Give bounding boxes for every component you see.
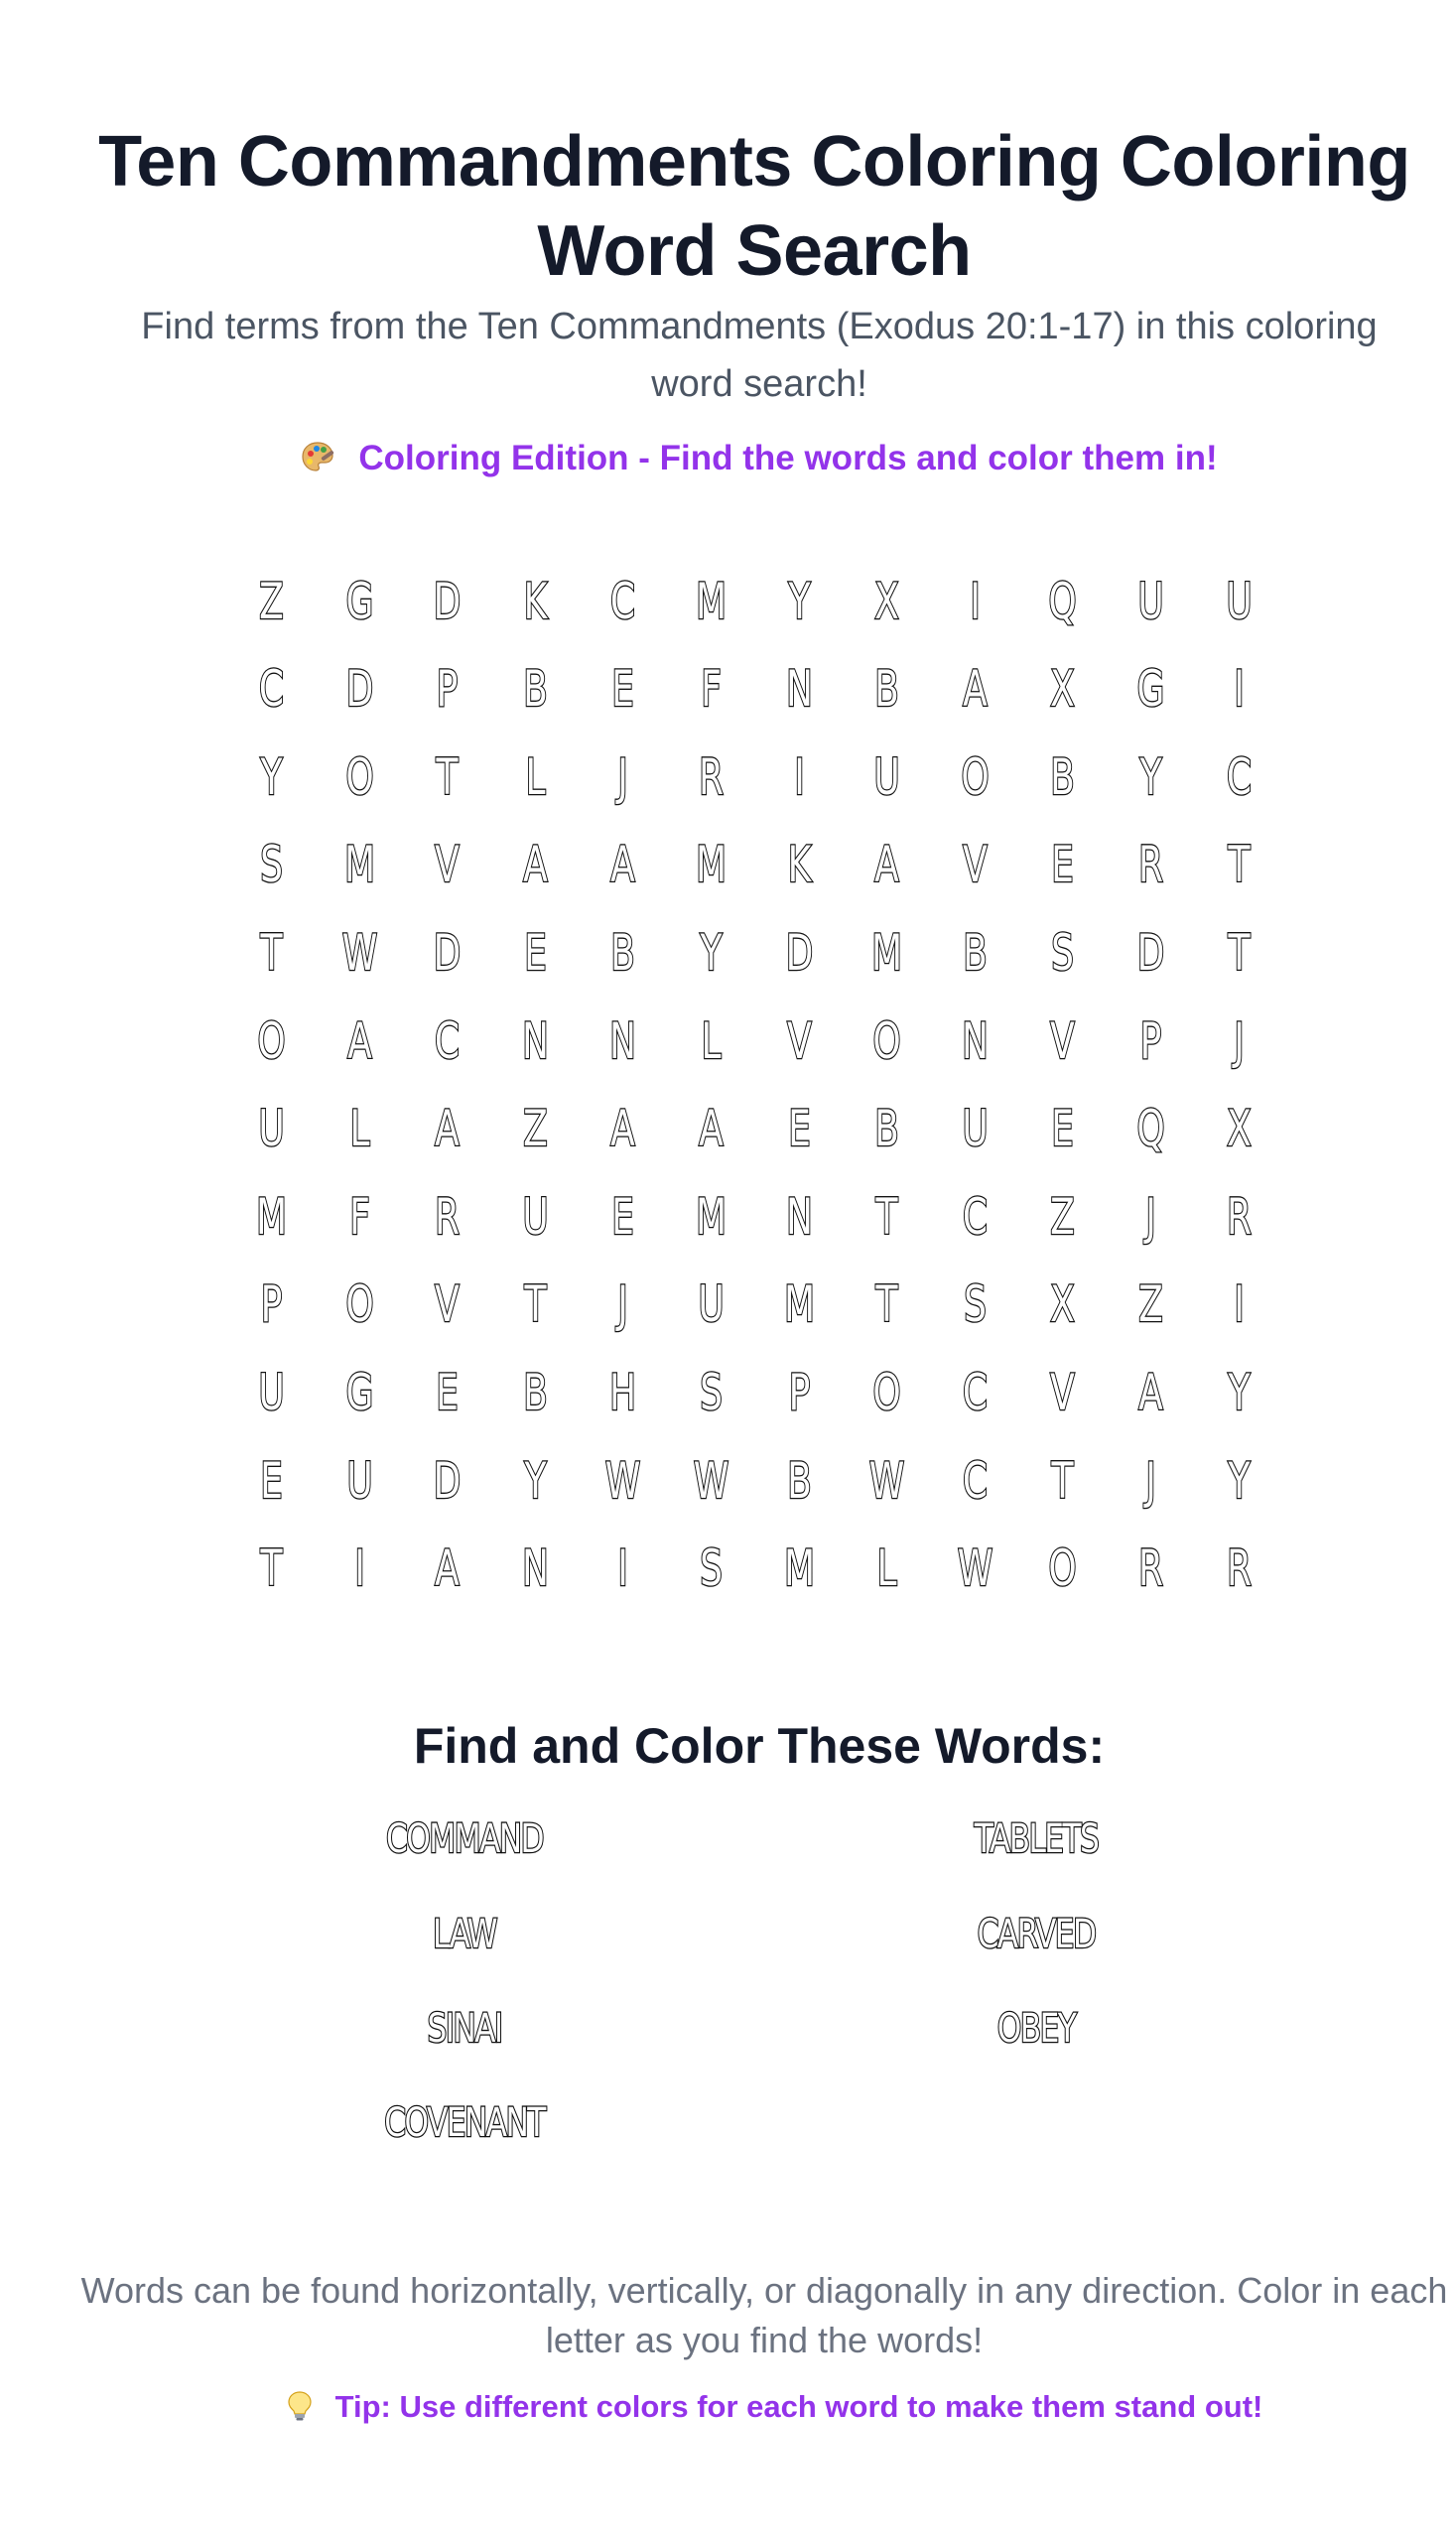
grid-letter[interactable]: I (353, 1539, 365, 1598)
grid-letter[interactable]: C (962, 1187, 988, 1246)
grid-letter[interactable]: X (1050, 660, 1076, 719)
grid-letter[interactable]: C (962, 1451, 988, 1510)
grid-letter[interactable]: S (963, 1275, 987, 1334)
grid-letter[interactable]: H (609, 1363, 637, 1421)
word-list-heading: Find and Color These Words: (413, 1718, 1106, 1774)
grid-letter[interactable]: P (436, 660, 459, 719)
word-list-item: CARVED (977, 1912, 1096, 1957)
grid-letter[interactable]: C (610, 572, 636, 630)
grid-letter[interactable]: I (617, 1539, 629, 1598)
grid-letter[interactable]: F (348, 1187, 370, 1246)
grid-letter[interactable]: J (617, 1275, 629, 1334)
grid-letter[interactable]: V (962, 836, 988, 894)
grid-letter[interactable]: U (345, 1451, 373, 1510)
grid-letter[interactable]: Y (1228, 1451, 1251, 1510)
grid-letter[interactable]: Y (788, 572, 811, 630)
grid-letter[interactable]: Z (1138, 1275, 1163, 1334)
grid-letter[interactable]: N (785, 660, 813, 719)
grid-letter[interactable]: L (701, 1011, 722, 1070)
grid-letter[interactable]: L (525, 747, 546, 806)
grid-letter[interactable]: A (522, 836, 548, 894)
grid-letter[interactable]: K (787, 836, 811, 894)
grid-letter[interactable]: R (1226, 1539, 1252, 1598)
grid-letter[interactable]: B (874, 1100, 900, 1158)
grid-letter[interactable]: N (961, 1011, 989, 1070)
grid-letter[interactable]: A (610, 1100, 636, 1158)
grid-letter[interactable]: J (1145, 1187, 1156, 1246)
grid-letter[interactable]: J (1233, 1011, 1245, 1070)
grid-letter[interactable]: K (523, 572, 548, 630)
grid-letter[interactable]: B (522, 660, 548, 719)
grid-letter[interactable]: R (435, 1187, 461, 1246)
tip-banner (0, 2385, 1456, 2429)
grid-letter[interactable]: S (700, 1363, 723, 1421)
grid-letter[interactable]: T (436, 747, 459, 806)
grid-letter[interactable]: M (783, 1275, 815, 1334)
grid-letter[interactable]: N (785, 1187, 813, 1246)
grid-letter[interactable]: T (260, 1539, 283, 1598)
grid-letter[interactable]: O (1048, 1539, 1078, 1598)
grid-letter[interactable]: Y (260, 747, 283, 806)
grid-letter[interactable]: V (435, 1275, 461, 1334)
grid-letter[interactable]: S (1051, 923, 1075, 982)
grid-letter[interactable]: D (433, 572, 462, 630)
grid-letter[interactable]: O (344, 1275, 374, 1334)
grid-letter[interactable]: V (435, 836, 461, 894)
grid-letter[interactable]: W (605, 1451, 641, 1510)
grid-letter[interactable]: U (698, 1275, 725, 1334)
grid-letter[interactable]: V (1050, 1363, 1076, 1421)
grid-letter[interactable]: W (693, 1451, 729, 1510)
grid-letter[interactable]: Y (524, 1451, 547, 1510)
grid-letter[interactable]: E (1051, 836, 1075, 894)
grid-letter[interactable]: O (344, 747, 374, 806)
grid-letter[interactable]: G (345, 572, 374, 630)
grid-letter[interactable]: V (1050, 1011, 1076, 1070)
grid-letter[interactable]: J (617, 747, 629, 806)
grid-letter[interactable]: D (785, 923, 813, 982)
grid-letter[interactable]: N (521, 1011, 549, 1070)
page-subtitle: Find terms from the Ten Commandments (Exodus 20:1-17) in this coloring word search! (141, 306, 1378, 405)
grid-letter[interactable]: M (695, 1187, 728, 1246)
grid-letter[interactable]: Y (1139, 747, 1162, 806)
grid-letter[interactable]: D (433, 923, 462, 982)
grid-letter[interactable]: Q (1048, 572, 1078, 630)
grid-letter[interactable]: Y (700, 923, 723, 982)
grid-letter[interactable]: B (962, 923, 988, 982)
grid-letter[interactable]: R (1226, 1187, 1252, 1246)
grid-letter[interactable]: V (786, 1011, 812, 1070)
grid-letter[interactable]: W (957, 1539, 993, 1598)
grid-letter[interactable]: Z (1050, 1187, 1076, 1246)
grid-letter[interactable]: B (1050, 747, 1076, 806)
grid-letter[interactable]: U (522, 1187, 549, 1246)
grid-letter[interactable]: S (700, 1539, 723, 1598)
grid-letter[interactable]: A (610, 836, 636, 894)
grid-letter[interactable]: O (872, 1363, 901, 1421)
grid-letter[interactable]: P (788, 1363, 810, 1421)
grid-letter[interactable]: F (701, 660, 722, 719)
grid-letter[interactable]: L (349, 1100, 370, 1158)
grid-letter[interactable]: N (521, 1539, 549, 1598)
word-list-item: OBEY (996, 2006, 1076, 2052)
grid-letter[interactable]: I (969, 572, 981, 630)
grid-letter[interactable]: E (436, 1363, 460, 1421)
grid-letter[interactable]: E (523, 923, 547, 982)
grid-letter[interactable]: P (1139, 1011, 1162, 1070)
word-list-item: COVENANT (384, 2100, 545, 2146)
grid-letter[interactable]: U (258, 1363, 285, 1421)
grid-letter[interactable]: C (435, 1011, 461, 1070)
grid-letter[interactable]: U (1225, 572, 1253, 630)
tip-text: Tip: Use different colors for each word to make them stand out! (334, 2389, 1263, 2424)
lightbulb-icon (286, 2390, 314, 2422)
grid-letter[interactable]: A (346, 1011, 372, 1070)
grid-letter[interactable]: I (1233, 1275, 1245, 1334)
coloring-edition-text: Coloring Edition - Find the words and color them in! (358, 439, 1218, 477)
grid-letter[interactable]: R (1137, 836, 1164, 894)
grid-letter[interactable]: E (1051, 1100, 1075, 1158)
page-title: Ten Commandments Coloring Coloring Word Search (98, 122, 1410, 291)
grid-letter[interactable]: T (1228, 923, 1251, 982)
grid-letter[interactable]: M (695, 572, 728, 630)
grid-letter[interactable]: P (260, 1275, 283, 1334)
grid-letter[interactable]: B (874, 660, 900, 719)
grid-letter[interactable]: T (875, 1275, 898, 1334)
grid-letter[interactable]: D (1136, 923, 1165, 982)
grid-letter[interactable]: A (962, 660, 988, 719)
grid-letter[interactable]: C (962, 1363, 988, 1421)
grid-letter[interactable]: O (872, 1011, 901, 1070)
grid-letter[interactable]: J (1145, 1451, 1156, 1510)
grid-letter[interactable]: T (1051, 1451, 1074, 1510)
grid-letter[interactable]: M (783, 1539, 815, 1598)
grid-letter[interactable]: A (874, 836, 900, 894)
grid-letter[interactable]: M (255, 1187, 288, 1246)
grid-letter[interactable]: A (435, 1539, 461, 1598)
grid-letter[interactable]: E (260, 1451, 283, 1510)
grid-letter[interactable]: A (1138, 1363, 1163, 1421)
grid-letter[interactable]: E (611, 1187, 635, 1246)
grid-letter[interactable]: T (1228, 836, 1251, 894)
grid-letter[interactable]: D (433, 1451, 462, 1510)
grid-letter[interactable]: B (522, 1363, 548, 1421)
grid-letter[interactable]: R (698, 747, 725, 806)
grid-letter[interactable]: A (699, 1100, 724, 1158)
grid-letter[interactable]: N (609, 1011, 637, 1070)
word-list-item: COMMAND (386, 1816, 543, 1862)
grid-letter[interactable]: Z (522, 1100, 548, 1158)
word-list-item: SINAI (427, 2006, 502, 2052)
word-search-grid (226, 556, 1310, 1638)
grid-letter[interactable]: O (961, 747, 990, 806)
word-list-item: TABLETS (974, 1816, 1099, 1862)
instructions-text: Words can be found horizontally, vertically, or diagonally in any direction. Color in each letter as you find the words! (80, 2270, 1448, 2360)
grid-letter[interactable]: Y (1228, 1363, 1251, 1421)
grid-letter[interactable]: S (260, 836, 283, 894)
grid-letter[interactable]: B (610, 923, 636, 982)
grid-letter[interactable]: U (873, 747, 900, 806)
grid-letter[interactable]: X (1226, 1100, 1252, 1158)
coloring-edition-banner (0, 435, 1456, 482)
palette-icon (301, 439, 334, 472)
grid-letter[interactable]: M (871, 923, 903, 982)
grid-letter[interactable]: Z (259, 572, 284, 630)
grid-letter[interactable]: U (258, 1100, 285, 1158)
grid-letter[interactable]: O (257, 1011, 286, 1070)
grid-letter[interactable]: U (962, 1100, 989, 1158)
grid-letter[interactable]: T (875, 1187, 898, 1246)
grid-letter[interactable]: D (345, 660, 373, 719)
grid-letter[interactable]: E (787, 1100, 811, 1158)
grid-letter[interactable]: C (1226, 747, 1252, 806)
word-list-item: LAW (433, 1912, 496, 1957)
grid-letter[interactable]: M (695, 836, 728, 894)
grid-letter[interactable]: Q (1136, 1100, 1165, 1158)
grid-letter[interactable]: C (258, 660, 285, 719)
grid-letter[interactable]: G (345, 1363, 374, 1421)
grid-letter[interactable]: T (260, 923, 283, 982)
grid-letter[interactable]: R (1137, 1539, 1164, 1598)
grid-letter[interactable]: E (611, 660, 635, 719)
grid-letter[interactable]: I (793, 747, 805, 806)
grid-letter[interactable]: W (868, 1451, 905, 1510)
grid-letter[interactable]: X (874, 572, 900, 630)
grid-letter[interactable]: A (435, 1100, 461, 1158)
grid-letter[interactable]: W (341, 923, 377, 982)
grid-letter[interactable]: I (1233, 660, 1245, 719)
grid-letter[interactable]: U (1137, 572, 1164, 630)
grid-letter[interactable]: G (1136, 660, 1165, 719)
grid-letter[interactable]: X (1050, 1275, 1076, 1334)
grid-letter[interactable]: T (524, 1275, 547, 1334)
grid-letter[interactable]: M (343, 836, 375, 894)
grid-letter[interactable]: L (876, 1539, 897, 1598)
grid-letter[interactable]: B (786, 1451, 812, 1510)
